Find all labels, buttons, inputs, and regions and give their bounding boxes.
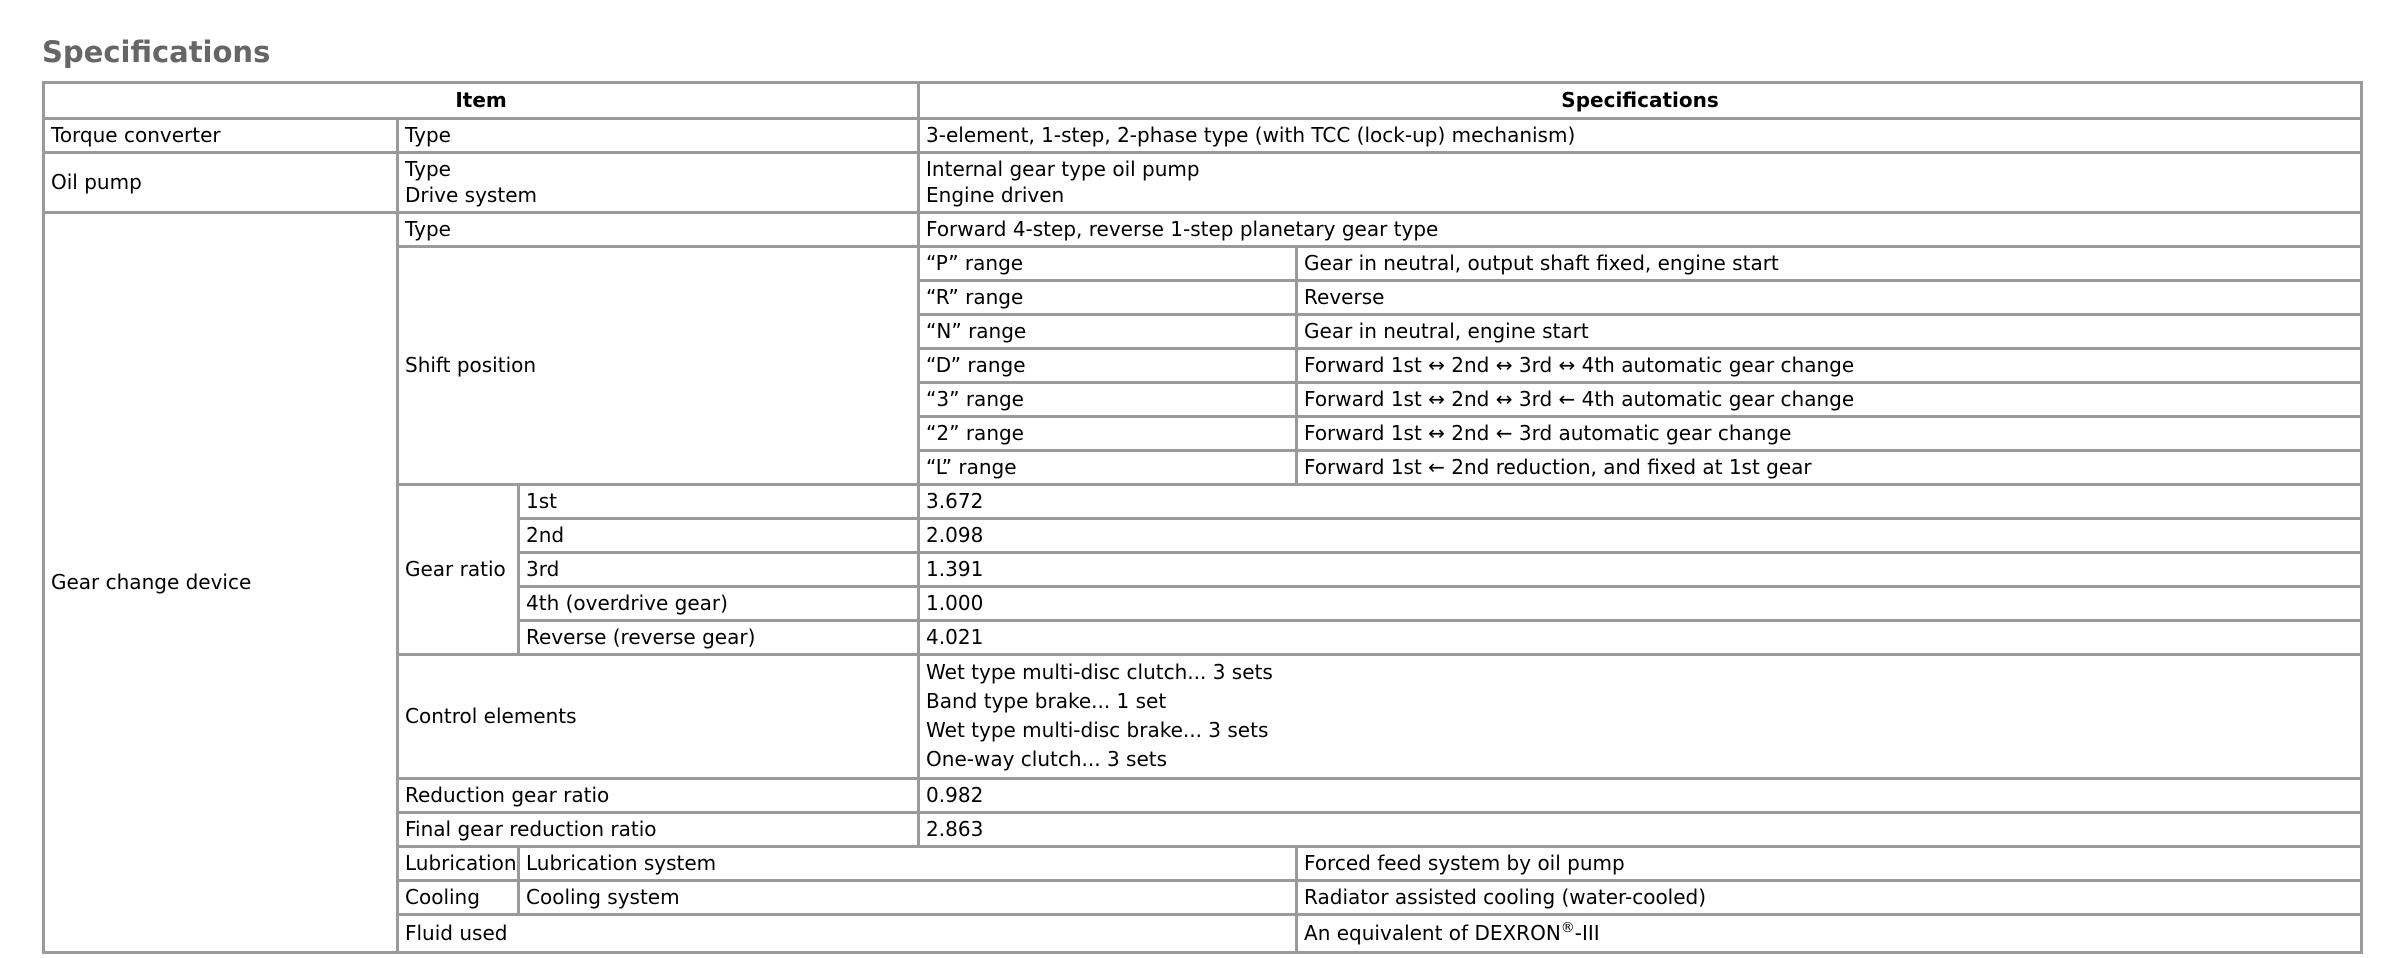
- lubrication-label: Lubrication: [399, 848, 520, 882]
- lubrication-system-label: Lubrication system: [520, 848, 1298, 882]
- shift-range: “N” range: [920, 316, 1298, 350]
- fluid-value-prefix: An equivalent of DEXRON: [1304, 921, 1561, 945]
- fluid-used-value: [1298, 916, 2363, 954]
- control-element: Wet type multi-disc brake... 3 sets: [926, 718, 1269, 742]
- shift-range: “R” range: [920, 282, 1298, 316]
- control-elements-label: Control elements: [399, 656, 920, 780]
- gear-change-device-label: Gear change device: [45, 214, 399, 954]
- oil-pump-type-label: Type: [405, 157, 451, 181]
- shift-range: “2” range: [920, 418, 1298, 452]
- gear-ratio-label: Gear ratio: [399, 486, 520, 656]
- control-elements-values: [920, 656, 2363, 780]
- gear-name: 3rd: [520, 554, 920, 588]
- gear-change-type-value: Forward 4-step, reverse 1-step planetary gear type: [920, 214, 2363, 248]
- gear-name: 2nd: [520, 520, 920, 554]
- shift-range-desc: Forward 1st ← 2nd reduction, and fixed at 1st gear: [1298, 452, 2363, 486]
- oil-pump-item-labels: [399, 154, 920, 214]
- gear-ratio-value: 1.000: [920, 588, 2363, 622]
- final-gear-reduction-ratio-value: 2.863: [920, 814, 2363, 848]
- specifications-table: [42, 81, 2363, 954]
- control-element: One-way clutch... 3 sets: [926, 747, 1168, 771]
- torque-converter-type-label: Type: [399, 120, 920, 154]
- shift-range-desc: Gear in neutral, output shaft fixed, engine start: [1298, 248, 2363, 282]
- lubrication-system-value: Forced feed system by oil pump: [1298, 848, 2363, 882]
- header-specifications: Specifications: [920, 84, 2363, 120]
- gear-change-type-label: Type: [399, 214, 920, 248]
- gear-ratio-value: 4.021: [920, 622, 2363, 656]
- torque-converter-label: Torque converter: [45, 120, 399, 154]
- shift-range: “3” range: [920, 384, 1298, 418]
- gear-name: 4th (overdrive gear): [520, 588, 920, 622]
- control-element: Band type brake... 1 set: [926, 689, 1167, 713]
- gear-name: 1st: [520, 486, 920, 520]
- oil-pump-values: [920, 154, 2363, 214]
- cooling-system-value: Radiator assisted cooling (water-cooled): [1298, 882, 2363, 916]
- fluid-used-label: Fluid used: [399, 916, 1298, 954]
- shift-range-desc: Forward 1st ↔ 2nd ← 3rd automatic gear change: [1298, 418, 2363, 452]
- shift-position-label: Shift position: [399, 248, 920, 486]
- shift-range: “D” range: [920, 350, 1298, 384]
- reduction-gear-ratio-value: 0.982: [920, 780, 2363, 814]
- gear-ratio-value: 1.391: [920, 554, 2363, 588]
- oil-pump-drive-value: Engine driven: [926, 183, 1065, 207]
- registered-mark: ®: [1560, 920, 1575, 936]
- cooling-label: Cooling: [399, 882, 520, 916]
- table-row: [45, 214, 2363, 248]
- gear-name: Reverse (reverse gear): [520, 622, 920, 656]
- shift-range-desc: Forward 1st ↔ 2nd ↔ 3rd ↔ 4th automatic gear change: [1298, 350, 2363, 384]
- shift-range-desc: Forward 1st ↔ 2nd ↔ 3rd ← 4th automatic gear change: [1298, 384, 2363, 418]
- control-element: Wet type multi-disc clutch... 3 sets: [926, 660, 1273, 684]
- shift-range: “L” range: [920, 452, 1298, 486]
- table-row: [45, 154, 2363, 214]
- header-item: Item: [45, 84, 920, 120]
- torque-converter-type-value: 3-element, 1-step, 2-phase type (with TCC (lock-up) mechanism): [920, 120, 2363, 154]
- table-row: [45, 120, 2363, 154]
- shift-range-desc: Reverse: [1298, 282, 2363, 316]
- oil-pump-drive-label: Drive system: [405, 183, 537, 207]
- shift-range: “P” range: [920, 248, 1298, 282]
- shift-range-desc: Gear in neutral, engine start: [1298, 316, 2363, 350]
- gear-ratio-value: 3.672: [920, 486, 2363, 520]
- reduction-gear-ratio-label: Reduction gear ratio: [399, 780, 920, 814]
- cooling-system-label: Cooling system: [520, 882, 1298, 916]
- fluid-value-suffix: -III: [1574, 921, 1600, 945]
- oil-pump-type-value: Internal gear type oil pump: [926, 157, 1200, 181]
- final-gear-reduction-ratio-label: Final gear reduction ratio: [399, 814, 920, 848]
- gear-ratio-value: 2.098: [920, 520, 2363, 554]
- page-title: Specifications: [42, 35, 271, 69]
- table-header-row: [45, 84, 2363, 120]
- oil-pump-label: Oil pump: [45, 154, 399, 214]
